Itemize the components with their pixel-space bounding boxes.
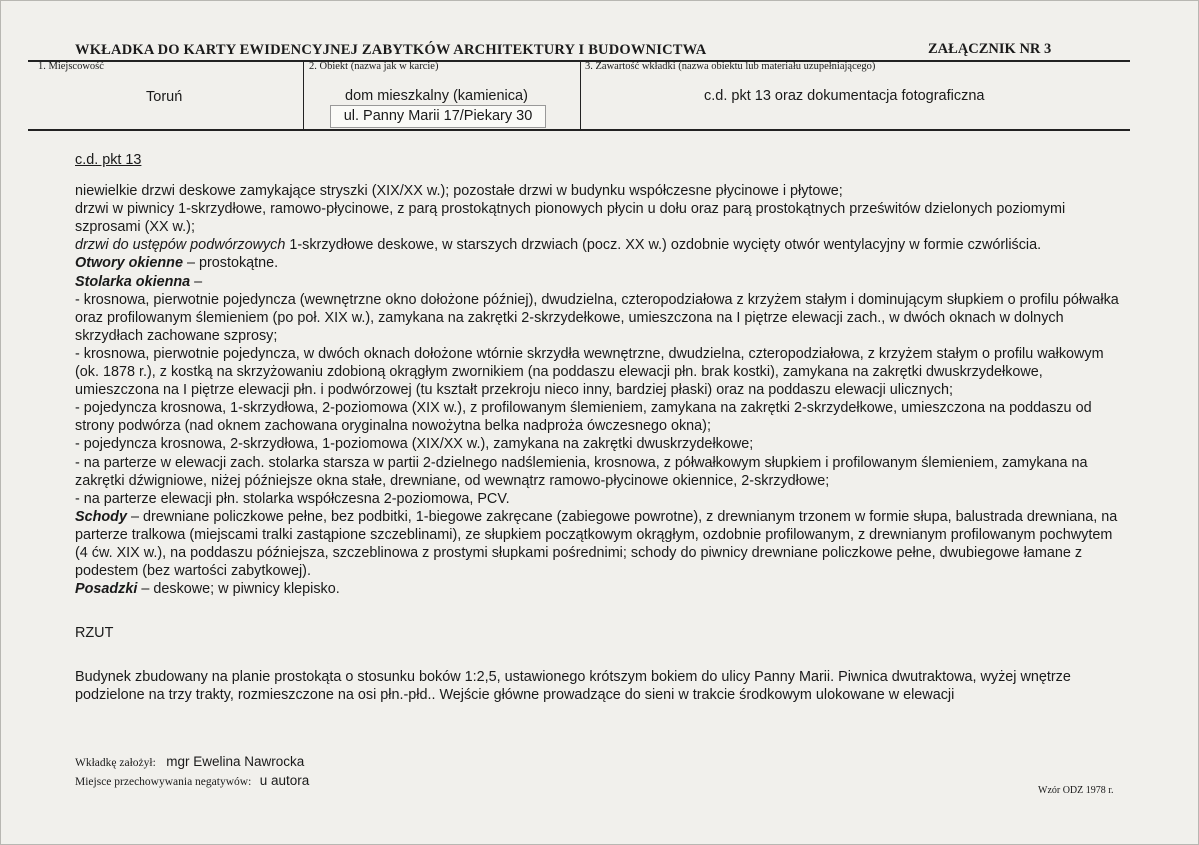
floors-text: – deskowe; w piwnicy klepisko. [137, 581, 340, 598]
template-note: Wzór ODZ 1978 r. [1038, 785, 1114, 796]
header-divider-2 [580, 60, 581, 130]
paragraph-window-joinery [75, 273, 1125, 291]
author-value: mgr Ewelina Nawrocka [166, 754, 305, 769]
window-openings-text: – prostokątne. [182, 255, 279, 272]
header-divider-1 [303, 60, 304, 130]
header-top-rule [28, 60, 1130, 62]
storage-value: u autora [259, 773, 310, 788]
field-3-value: c.d. pkt 13 oraz dokumentacja fotograficzna [704, 88, 985, 104]
window-type-1: - krosnowa, pierwotnie pojedyncza (wewnętrzne okno dołożone później), dwudzielna, czteropodziałowa z krzyżem stałym i dominującym słupkiem o profilu półwałka oraz profilowanym ślemieniem (po poł. XIX w.), zamykana na zakrętki 2-skrzydełkowe, umieszczona na I piętrze elewacji zach., w dwóch oknach w dolnych skrzydłach zachowane szprosy; [75, 291, 1119, 344]
field-2-value: dom mieszkalny (kamienica) [345, 88, 528, 104]
floors-term: Posadzki [75, 581, 138, 598]
section-heading: c.d. pkt 13 [75, 152, 142, 168]
author-line [75, 753, 304, 771]
field-2-label: 2. Obiekt (nazwa jak w karcie) [309, 61, 439, 72]
toilet-doors-text: 1-skrzydłowe deskowe, w starszych drzwiach (pocz. XX w.) ozdobnie wycięty otwór wentylacyjny w formie czwórliścia. [285, 237, 1042, 254]
window-type-2: - krosnowa, pierwotnie pojedyncza, w dwóch oknach dołożone wtórnie skrzydła wewnętrzne, dwudzielna, czteropodziałowa, z krzyżem stałym o profilu wałkowym (ok. 1878 r.), z kostką na skrzyżowaniu zdobioną okrągłym zwornikiem (na poddaszu elewacji płn. brak kostki), zamykana na zakrętki dwuskrzydełkowe, umieszczona na I piętrze elewacji płn. i podwórzowej (tu kształt przekroju nieco inny, bardziej płaski) oraz na poddaszu elewacji ulicznych; [75, 345, 1104, 399]
window-joinery-text: – [190, 273, 203, 290]
field-1-label: 1. Miejscowość [38, 61, 104, 72]
toilet-doors-term: drzwi do ustępów podwórzowych [75, 237, 286, 254]
window-joinery-term: Stolarka okienna [75, 273, 191, 290]
window-type-4: - pojedyncza krosnowa, 2-skrzydłowa, 1-poziomowa (XIX/XX w.), zamykana na zakrętki dwuskrzydełkowe; [75, 436, 754, 453]
paragraph-cellar-doors: drzwi w piwnicy 1-skrzydłowe, ramowo-płycinowe, z parą prostokątnych pionowych płycin u dołu oraz parą prostokątnych prześwitów dzielonych poziomymi szprosami (XX w.); [75, 201, 1066, 236]
window-type-6: - na parterze elewacji płn. stolarka współczesna 2-poziomowa, PCV. [75, 490, 510, 507]
field-1-value: Toruń [146, 89, 183, 105]
window-type-3: - pojedyncza krosnowa, 1-skrzydłowa, 2-poziomowa (XIX w.), z profilowanym ślemieniem, zamykana na zakrętki 2-skrzydełkowe, umieszczona na poddaszu od strony podwórza (nad oknem zachowana oryginalna nowożytna belka nadproża ówczesnego okna); [75, 400, 1092, 435]
paragraph-toilet-doors [75, 236, 1125, 254]
annex-number: ZAŁĄCZNIK NR 3 [928, 41, 1052, 57]
field-2-address: ul. Panny Marii 17/Piekary 30 [330, 105, 546, 128]
form-title: WKŁADKA DO KARTY EWIDENCYJNEJ ZABYTKÓW ARCHITEKTURY I BUDOWNICTWA [75, 42, 707, 58]
window-openings-term: Otwory okienne [75, 255, 183, 272]
section-rzut: RZUT [75, 625, 114, 642]
paragraph-floors [75, 580, 1125, 598]
stairs-term: Schody [75, 508, 127, 525]
paragraph-plan: Budynek zbudowany na planie prostokąta o stosunku boków 1:2,5, ustawionego krótszym bokiem do ulicy Panny Marii. Piwnica dwutraktowa, wyżej wnętrze podzielone na trzy trakty, rozmieszczone na osi płn.-płd.. Wejście główne prowadzące do sieni w trakcie środkowym ulokowane w elewacji [75, 669, 1071, 704]
stairs-text: – drewniane policzkowe pełne, bez podbitki, 1-biegowe zakręcane (zabiegowe powrotne), z drewnianym trzonem w formie słupa, balustrada drewniana, na parterze tralkowa (miejscami tralki zastąpione szczeblinami), ze słupkiem początkowym okrągłym, ozdobnie profilowanym, z drewnianym profilowanym pochwytem (4 ćw. XIX w.), na poddaszu późniejsza, szczeblinowa z prostymi słupkami pośrednimi; schody do piwnicy drewniane policzkowe pełne, dwubiegowe łamane z podestem (bez wartości zabytkowej). [75, 508, 1118, 580]
paragraph-attic-doors: niewielkie drzwi deskowe zamykające stryszki (XIX/XX w.); pozostałe drzwi w budynku współczesne płycinowe i płytowe; [75, 183, 843, 200]
storage-label: Miejsce przechowywania negatywów: [75, 776, 252, 788]
storage-line [75, 772, 309, 790]
header-bottom-rule [28, 129, 1130, 131]
author-label: Wkładkę założył: [75, 757, 156, 769]
field-3-label: 3. Zawartość wkładki (nazwa obiektu lub materiału uzupełniającego) [585, 61, 876, 72]
paragraph-stairs [75, 508, 1125, 580]
document-body [75, 151, 1125, 705]
paragraph-window-openings [75, 254, 1125, 272]
window-type-5: - na parterze w elewacji zach. stolarka starsza w partii 2-dzielnego nadślemienia, krosnowa, z półwałkowym słupkiem i profilowanym ślemieniem, zamykana na zakrętki dźwigniowe, niżej późniejsze okna stałe, drewniane, od wewnątrz ramowo-płycinowe okiennice, 2-skrzydłowe; [75, 454, 1088, 489]
